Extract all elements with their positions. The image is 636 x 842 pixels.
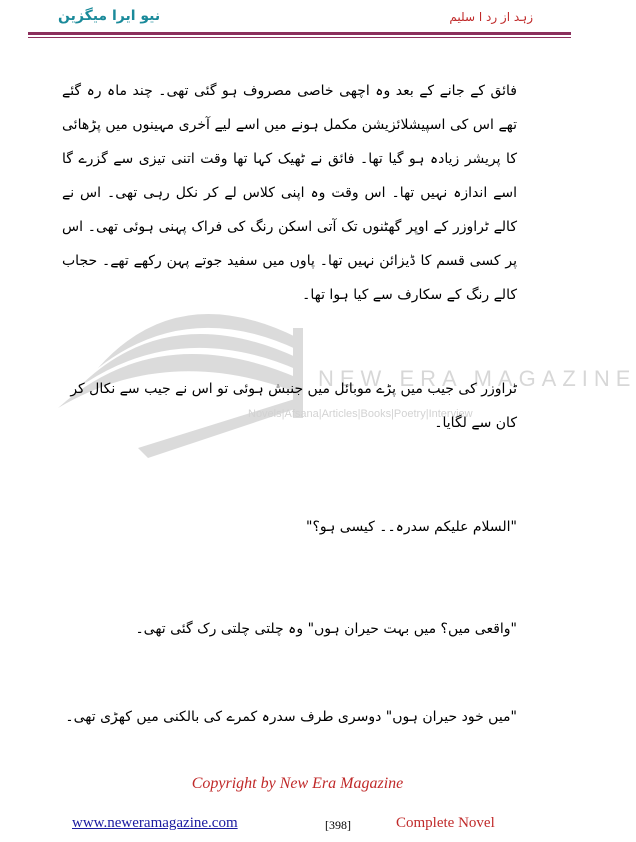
paragraph-5: "میں خود حیران ہوں" دوسری طرف سدرہ کمرے کی بالکنی میں کھڑی تھی۔ — [65, 709, 517, 725]
header-rule-thin — [28, 37, 571, 38]
paragraph-3: "السلام علیکم سدرہ۔۔ کیسی ہو؟" — [306, 519, 517, 535]
watermark-categories: Novels|Afsana|Articles|Books|Poetry|Interview — [248, 408, 473, 420]
magazine-name: نیو ایرا میگزین — [58, 8, 161, 24]
paragraph-1: فائق کے جانے کے بعد وہ اچھی خاصی مصروف ہو گئی تھی۔ چند ماہ رہ گئے تھے اس کی اسپیشلائزیشن مکمل ہونے میں اسے لیے آخری مہینوں میں پڑھائی کا پریشر زیادہ ہو گیا تھا۔ فائق نے ٹھیک کہا تھا وقت اتنی تیزی سے گزرے گا اسے اندازہ نہیں تھا۔ اس وقت وہ اپنی کلاس لے کر نکل رہی تھی۔ اس نے کالے ٹراوزر کے اوپر گھٹنوں تک آتی اسکن رنگ کی فراک پہنی ہوئی تھی۔ اس پر کسی قسم کا ڈیزائن نہیں تھا۔ پاوں میں سفید جوتے پہن رکھے تھے۔ حجاب کالے رنگ کے سکارف سے کیا ہوا تھا۔ — [62, 83, 517, 303]
paragraph-4: "واقعی میں؟ میں بہت حیران ہوں" وہ چلتی چلتی رک گئی تھی۔ — [135, 621, 517, 637]
watermark-brand: NEW ERA MAGAZINE — [318, 366, 636, 391]
author-title: زہد از رد ا سلیم — [449, 10, 533, 24]
copyright-notice: Copyright by New Era Magazine — [191, 775, 404, 792]
paragraph-2: ٹراوزر کی جیب میں پڑے موبائل میں جنبش ہوئی تو اس نے جیب سے نکال کر کان سے لگایا۔ — [70, 381, 517, 431]
header-rule-thick — [28, 32, 571, 35]
page-number: [398] — [325, 818, 351, 832]
website-link[interactable]: www.neweramagazine.com — [72, 815, 238, 831]
category-label: Complete Novel — [396, 815, 495, 831]
